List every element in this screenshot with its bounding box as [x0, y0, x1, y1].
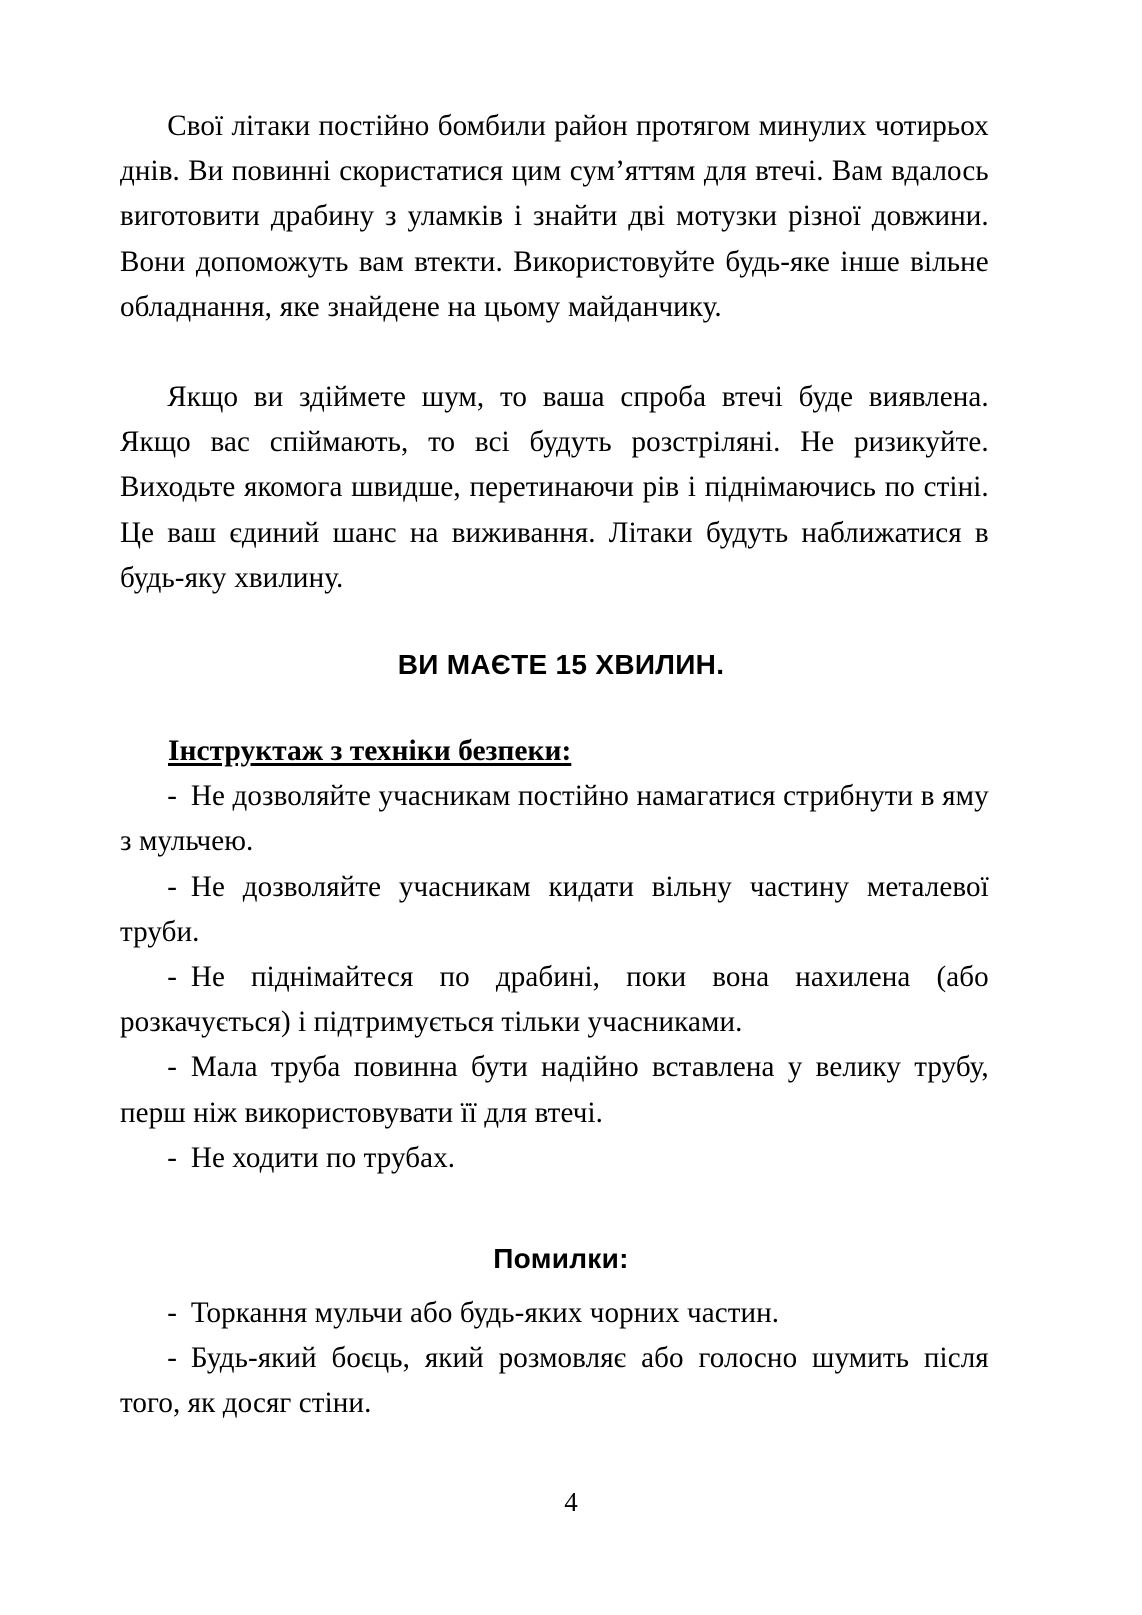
spacer: [120, 1275, 1002, 1291]
safety-list-item: [120, 955, 989, 1045]
safety-list-item: [120, 865, 989, 955]
safety-briefing-heading-text: Інструктаж з техніки безпеки:: [168, 735, 572, 768]
dash-bullet-icon: -: [167, 780, 178, 813]
safety-list-item-text: Не ходити по трубах.: [190, 1141, 456, 1174]
errors-heading: Помилки:: [493, 1243, 629, 1275]
errors-list-item: [120, 1336, 989, 1426]
safety-briefing-heading: [120, 729, 1002, 774]
page-number: 4: [564, 1487, 578, 1517]
dash-bullet-icon: -: [167, 1297, 178, 1330]
page-content: [120, 104, 1002, 1427]
dash-bullet-icon: -: [167, 1342, 178, 1375]
spacer: [120, 1181, 1002, 1243]
time-limit-heading: ВИ МАЄТЕ 15 ХВИЛИН.: [397, 649, 725, 681]
spacer: [120, 681, 1002, 729]
safety-list-item: [120, 774, 989, 864]
spacer: [120, 601, 1002, 649]
safety-list-item: [120, 1136, 989, 1181]
body-paragraph: Якщо ви здіймете шум, то ваша спроба втечі буде виявлена. Якщо вас спіймають, то всі будуть розстріляні. Не ризикуйте. Виходьте якомога швидше, перетинаючи рів і піднімаючись по стіні. Це ваш єдиний шанс на виживання. Літаки будуть наближатися в будь-яку хвилину.: [120, 381, 989, 594]
body-paragraph: Свої літаки постійно бомбили район протягом минулих чотирьох днів. Ви повинні скористатися цим сум’яттям для втечі. Вам вдалось виготовити драбину з уламків і знайти дві мотузки різної довжини. Вони допоможуть вам втекти. Використовуйте будь-яке інше вільне обладнання, яке знайдене на цьому майданчику.: [120, 110, 989, 323]
dash-bullet-icon: -: [167, 961, 178, 994]
safety-list-item-text: Не дозволяйте учасникам кидати вільну частину металевої труби.: [120, 870, 989, 948]
errors-list-item-text: Будь-який боєць, який розмовляє або голосно шумить після того, як досяг стіни.: [120, 1342, 989, 1420]
errors-list-item-text: Торкання мульчи або будь-яких чорних частин.: [190, 1297, 780, 1330]
safety-list-item-text: Не дозволяйте учасникам постійно намагатися стрибнути в яму з мульчею.: [120, 780, 989, 858]
safety-list-item-text: Не піднімайтеся по драбині, поки вона нахилена (або розкачується) і підтримується тільки учасниками.: [120, 961, 989, 1039]
dash-bullet-icon: -: [167, 870, 178, 903]
dash-bullet-icon: -: [167, 1051, 178, 1084]
safety-list-item: [120, 1045, 989, 1135]
dash-bullet-icon: -: [167, 1141, 178, 1174]
errors-list-item: [120, 1291, 989, 1336]
safety-list-item-text: Мала труба повинна бути надійно вставлена у велику трубу, перш ніж використовувати її для втечі.: [120, 1051, 989, 1129]
